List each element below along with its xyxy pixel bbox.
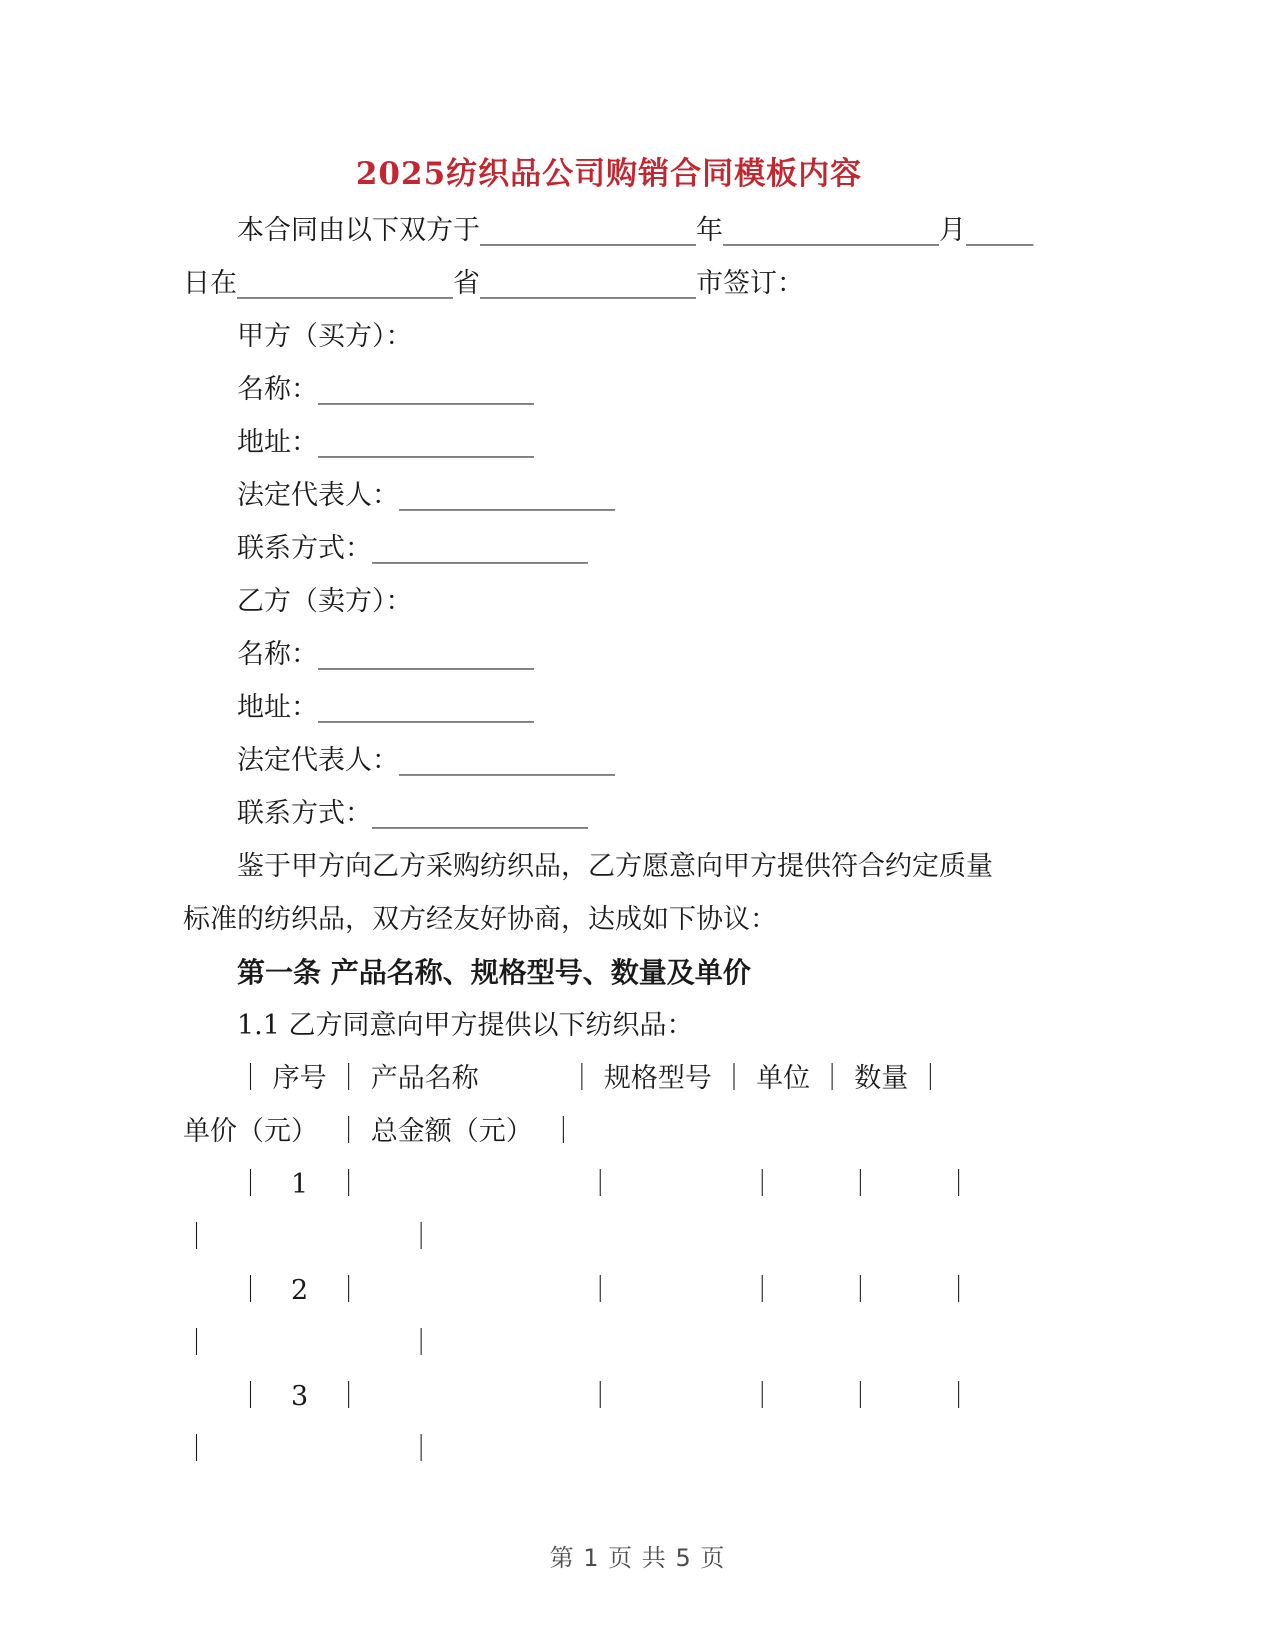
table-row-2-line-1: ｜ 2 ｜ ｜ ｜ ｜ ｜ bbox=[237, 1275, 973, 1306]
party-b-address-field: 地址：________________ bbox=[237, 692, 534, 723]
party-a-legal-rep-field: 法定代表人：________________ bbox=[237, 480, 615, 511]
party-a-name-field: 名称：________________ bbox=[237, 374, 534, 405]
table-row-1-line-1: ｜ 1 ｜ ｜ ｜ ｜ ｜ bbox=[237, 1169, 973, 1200]
party-b-heading: 乙方（卖方）： bbox=[237, 586, 413, 617]
party-a-address-field: 地址：________________ bbox=[237, 427, 534, 458]
intro-line-1: 本合同由以下双方于________________年________________月_____ bbox=[237, 215, 1034, 246]
table-row-2-line-2: ｜ ｜ bbox=[183, 1328, 435, 1359]
article-1-heading: 第一条 产品名称、规格型号、数量及单价 bbox=[237, 956, 751, 989]
table-row-1-line-2: ｜ ｜ bbox=[183, 1222, 435, 1253]
party-a-contact-field: 联系方式：________________ bbox=[237, 533, 588, 564]
intro-line-2: 日在________________省________________市签订： bbox=[183, 268, 804, 299]
table-row-3-line-1: ｜ 3 ｜ ｜ ｜ ｜ ｜ bbox=[237, 1381, 973, 1412]
clause-1-1: 1.1 乙方同意向甲方提供以下纺织品： bbox=[237, 1010, 694, 1041]
party-b-contact-field: 联系方式：________________ bbox=[237, 798, 588, 829]
whereas-line-2: 标准的纺织品，双方经友好协商，达成如下协议： bbox=[183, 904, 777, 935]
table-row-3-line-2: ｜ ｜ bbox=[183, 1434, 435, 1465]
party-b-name-field: 名称：________________ bbox=[237, 639, 534, 670]
party-b-legal-rep-field: 法定代表人：________________ bbox=[237, 745, 615, 776]
party-a-heading: 甲方（买方）： bbox=[237, 321, 413, 352]
table-header-line-1: ｜ 序号 ｜ 产品名称 ｜ 规格型号 ｜ 单位 ｜ 数量 ｜ bbox=[237, 1063, 944, 1094]
table-header-line-2: 单价（元） ｜ 总金额（元） ｜ bbox=[183, 1116, 577, 1147]
whereas-line-1: 鉴于甲方向乙方采购纺织品，乙方愿意向甲方提供符合约定质量 bbox=[237, 851, 993, 882]
footer-page-number: 第 1 页 共 5 页 bbox=[549, 1544, 726, 1572]
document-body bbox=[183, 145, 1035, 1476]
document-title: 2025纺织品公司购销合同模板内容 bbox=[355, 156, 863, 192]
